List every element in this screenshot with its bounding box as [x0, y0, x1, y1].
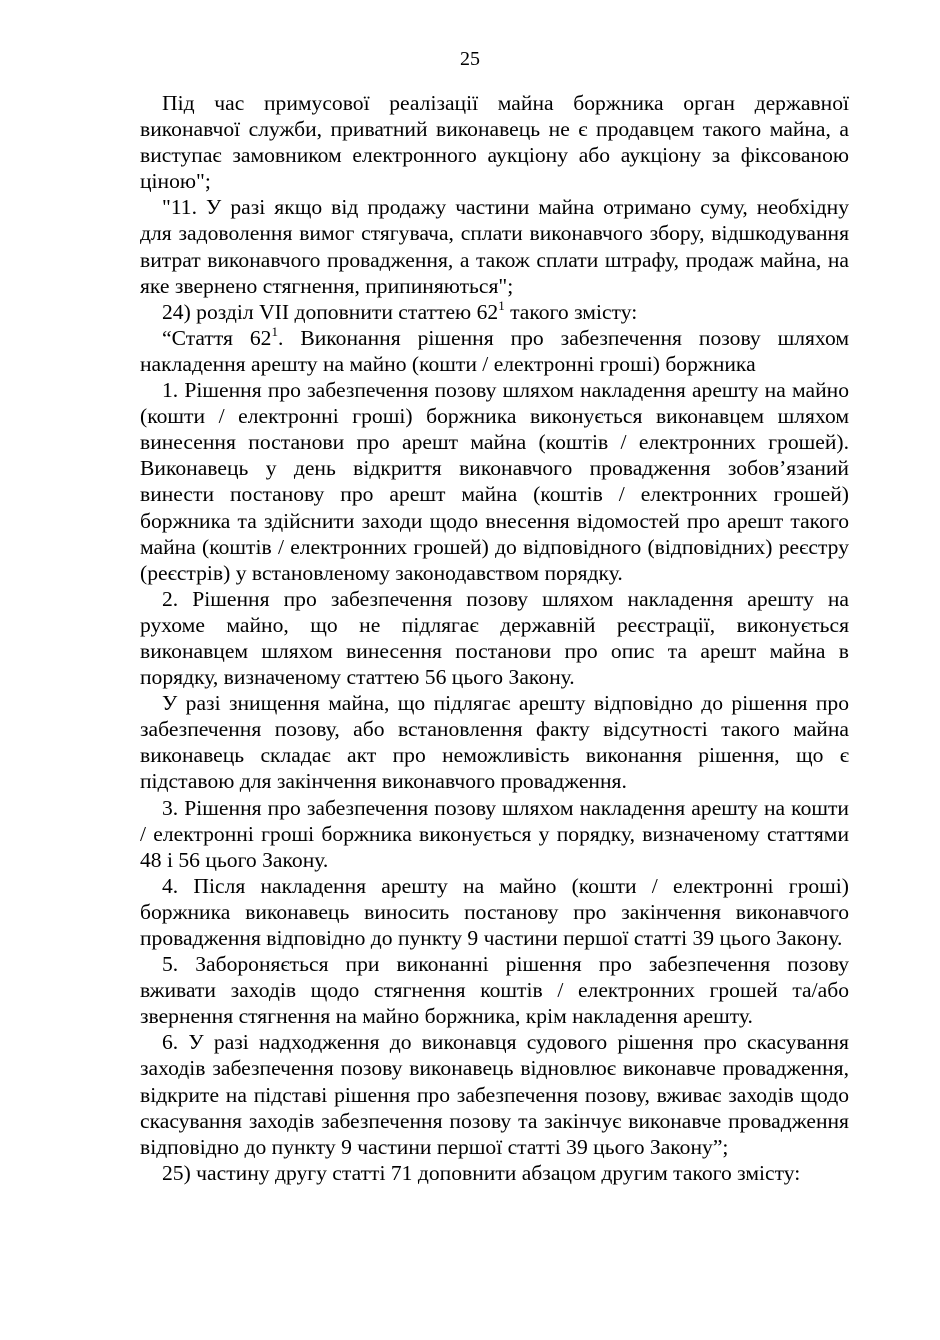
paragraph-item-24 — [140, 299, 849, 325]
paragraph-auction-role: Під час примусової реалізації майна боржника орган державної виконавчої служби, приватний виконавець не є продавцем такого майна, а виступає замовником електронного аукціону або аукціону за фіксованою ціною"; — [140, 91, 849, 194]
paragraph-item-24-tail: такого змісту: — [504, 299, 638, 324]
article-part-2-paragraph-2: У разі знищення майна, що підлягає арешту відповідно до рішення про забезпечення позову, або встановлення факту відсутності такого майна виконавець складає акт про неможливість виконання рішення, що є підставою для закінчення виконавчого провадження. — [140, 691, 849, 794]
document-body — [140, 90, 849, 1186]
paragraph-item-24-text: 24) розділ VII доповнити статтею 62 — [162, 299, 499, 324]
paragraph-item-11: "11. У разі якщо від продажу частини майна отримано суму, необхідну для задоволення вимог стягувача, сплати виконавчого збору, відшкодування витрат виконавчого провадження, а також сплати штрафу, продаж майна, на яке звернено стягнення, припиняються"; — [140, 195, 849, 298]
paragraph-item-25: 25) частину другу статті 71 доповнити абзацом другим такого змісту: — [162, 1160, 801, 1185]
article-part-3: 3. Рішення про забезпечення позову шляхом накладення арешту на кошти / електронні гроші боржника виконується у порядку, визначеному статтями 48 і 56 цього Закону. — [140, 795, 849, 872]
article-superscript: 1 — [498, 297, 505, 313]
article-part-4: 4. Після накладення арешту на майно (кошти / електронні гроші) боржника виконавець виносить постанову про закінчення виконавчого провадження відповідно до пункту 9 частини першої статті 39 цього Закону. — [140, 873, 849, 950]
article-heading-title: . Виконання рішення про забезпечення позову шляхом накладення арешту на майно (кошти / електронні гроші) боржника — [140, 325, 849, 376]
article-62-1-heading — [140, 325, 849, 377]
article-part-2: 2. Рішення про забезпечення позову шляхом накладення арешту на рухоме майно, що не підлягає державній реєстрації, виконується виконавцем шляхом винесення постанови про опис та арешт майна в порядку, визначеному статтею 56 цього Закону. — [140, 586, 849, 690]
article-part-1: 1. Рішення про забезпечення позову шляхом накладення арешту на майно (кошти / електронні гроші) боржника виконується виконавцем шляхом винесення постанови про арешт майна (коштів / електронних грошей). Виконавець у день відкриття виконавчого провадження зобов’язаний винести постанову про арешт майна (коштів / електронних грошей) боржника та здійснити заходи щодо внесення відомостей про арешт такого майна (коштів / електронних грошей) до відповідного (відповідних) реєстру (реєстрів) у встановленому законодавством порядку. — [140, 378, 849, 585]
article-part-6: 6. У разі надходження до виконавця судового рішення про скасування заходів забезпечення позову виконавець відновлює виконавче провадження, відкрите на підставі рішення про забезпечення позову, вживає заходів щодо скасування заходів забезпечення позову та закінчує виконавче провадження відповідно до пункту 9 частини першої статті 39 цього Закону”; — [140, 1030, 849, 1159]
page-number: 25 — [460, 48, 480, 70]
article-superscript: 1 — [271, 323, 278, 339]
article-heading-prefix: “Стаття 62 — [162, 325, 272, 350]
article-part-5: 5. Забороняється при виконанні рішення про забезпечення позову вживати заходів щодо стягнення коштів / електронних грошей та/або звернення стягнення на майно боржника, крім накладення арешту. — [140, 952, 849, 1029]
